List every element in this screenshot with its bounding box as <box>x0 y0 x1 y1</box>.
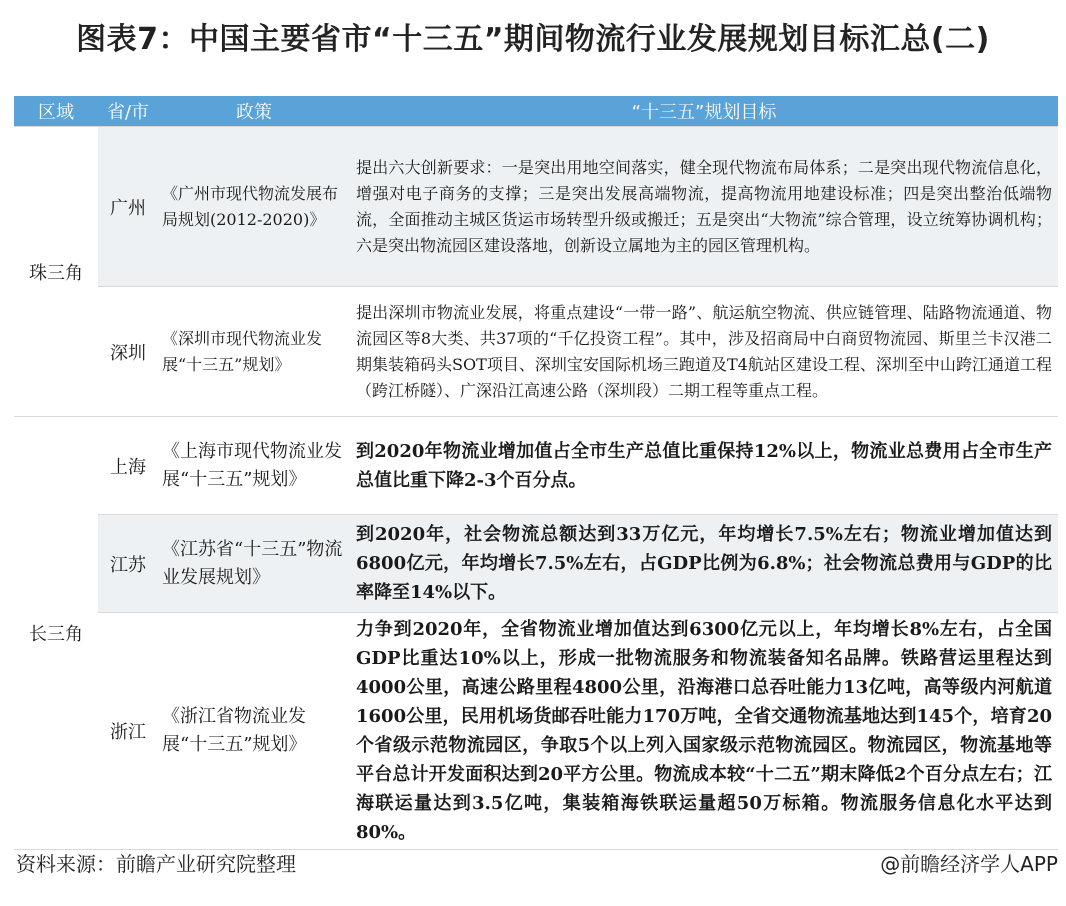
policy-cell: 《广州市现代物流发展布局规划(2012-2020)》 <box>158 127 350 287</box>
province-cell: 浙江 <box>98 613 158 850</box>
table-row <box>14 417 1058 515</box>
policy-cell: 《上海市现代物流业发展“十三五”规划》 <box>158 417 350 515</box>
table-row <box>14 613 1058 850</box>
region-cell-yrd: 长三角 <box>14 417 98 850</box>
province-cell: 广州 <box>98 127 158 287</box>
target-cell: 力争到2020年，全省物流业增加值达到6300亿元以上，年均增长8%左右，占全国GDP比重达10%以上，形成一批物流服务和物流装备知名品牌。铁路营运里程达到4000公里，高速公路里程4800公里，沿海港口总吞吐能力13亿吨，高等级内河航道1600公里，民用机场货邮吞吐能力170万吨，全省交通物流基地达到145个，培育20个省级示范物流园区，争取5个以上列入国家级示范物流园区。物流园区，物流基地等平台总计开发面积达到20平方公里。物流成本较“十二五”期末降低2个百分点左右；江海联运量达到3.5亿吨，集装箱海铁联运量超50万标箱。物流服务信息化水平达到80%。 <box>350 613 1058 850</box>
header-region: 区域 <box>14 96 98 127</box>
province-cell: 上海 <box>98 417 158 515</box>
table-row <box>14 127 1058 287</box>
target-cell: 提出深圳市物流业发展，将重点建设“一带一路”、航运航空物流、供应链管理、陆路物流通道、物流园区等8大类、共37项的“千亿投资工程”。其中，涉及招商局中白商贸物流园、斯里兰卡汉港二期集装箱码头SOT项目、深圳宝安国际机场三跑道及T4航站区建设工程、深圳至中山跨江通道工程（跨江桥隧）、广深沿江高速公路（深圳段）二期工程等重点工程。 <box>350 287 1058 417</box>
source-note: 资料来源：前瞻产业研究院整理 <box>16 852 296 876</box>
header-province: 省/市 <box>98 96 158 127</box>
header-target: “十三五”规划目标 <box>350 96 1058 127</box>
policy-cell: 《浙江省物流业发展“十三五”规划》 <box>158 613 350 850</box>
table-row <box>14 287 1058 417</box>
header-policy: 政策 <box>158 96 350 127</box>
province-cell: 江苏 <box>98 515 158 613</box>
credit-note: @前瞻经济学人APP <box>880 852 1058 876</box>
table-row <box>14 515 1058 613</box>
policy-cell: 《深圳市现代物流业发展“十三五”规划》 <box>158 287 350 417</box>
target-cell: 到2020年物流业增加值占全市生产总值比重保持12%以上，物流业总费用占全市生产总值比重下降2-3个百分点。 <box>350 417 1058 515</box>
region-cell-prd: 珠三角 <box>14 127 98 417</box>
target-cell: 提出六大创新要求：一是突出用地空间落实，健全现代物流布局体系；二是突出现代物流信息化，增强对电子商务的支撑；三是突出发展高端物流，提高物流用地建设标准；四是突出整治低端物流，全面推动主城区货运市场转型升级或搬迁；五是突出“大物流”综合管理，设立统筹协调机构；六是突出物流园区建设落地，创新设立属地为主的园区管理机构。 <box>350 127 1058 287</box>
planning-table <box>14 96 1058 850</box>
policy-cell: 《江苏省“十三五”物流业发展规划》 <box>158 515 350 613</box>
target-cell: 到2020年，社会物流总额达到33万亿元，年均增长7.5%左右；物流业增加值达到6800亿元，年均增长7.5%左右，占GDP比例为6.8%；社会物流总费用与GDP的比率降至14%以下。 <box>350 515 1058 613</box>
province-cell: 深圳 <box>98 287 158 417</box>
table-header-row <box>14 96 1058 127</box>
page-title: 图表7：中国主要省市“十三五”期间物流行业发展规划目标汇总(二) <box>76 22 990 57</box>
